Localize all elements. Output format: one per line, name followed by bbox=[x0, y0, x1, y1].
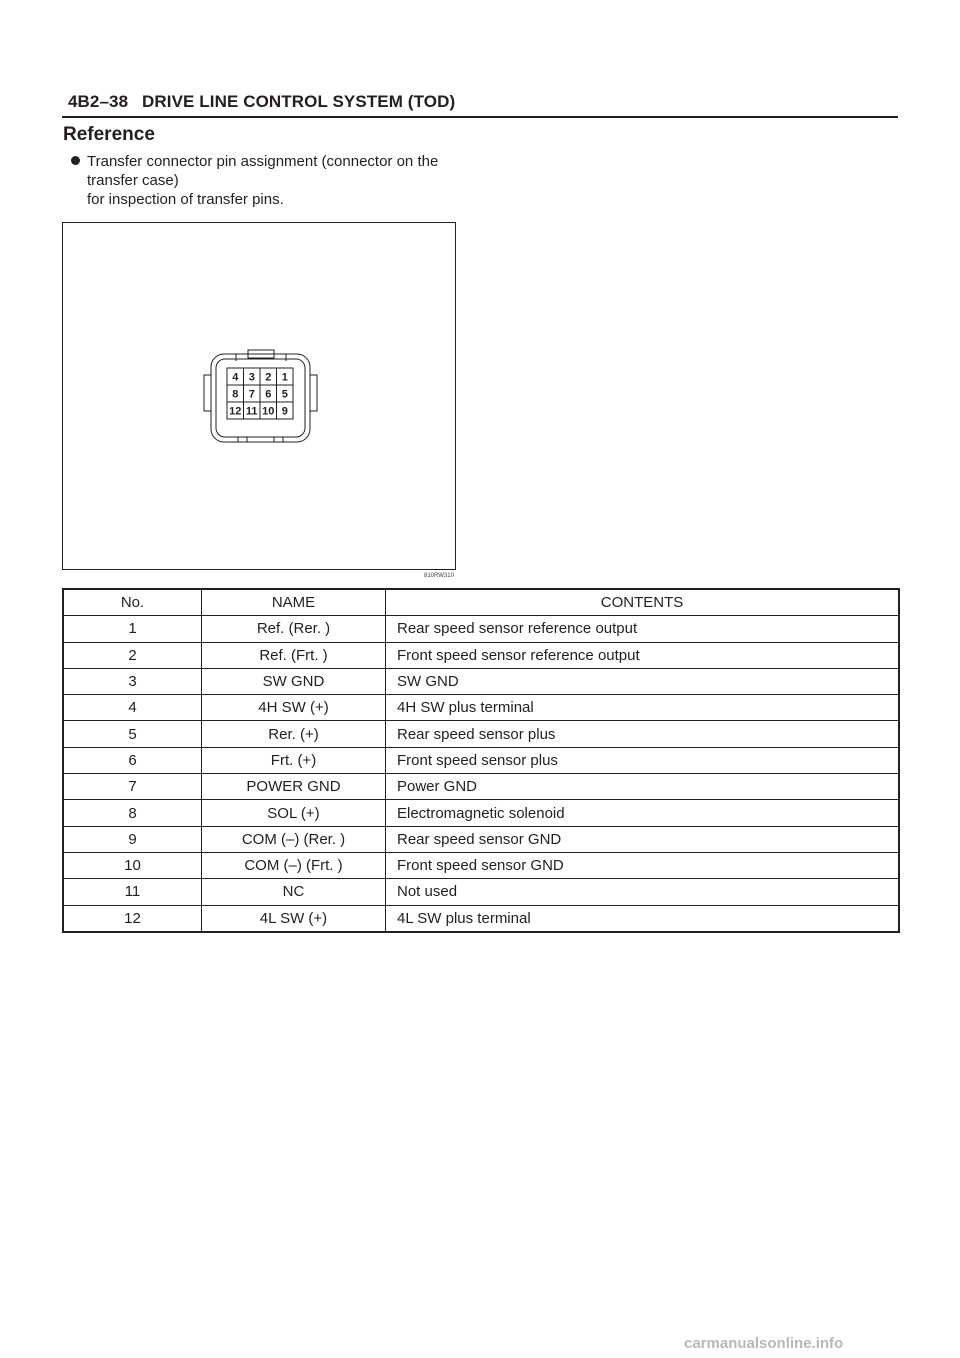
table-row bbox=[63, 852, 899, 878]
cell-name: Ref. (Rer. ) bbox=[202, 616, 386, 642]
header-name: NAME bbox=[202, 589, 386, 616]
section-code: 4B2–38 bbox=[68, 92, 129, 111]
cell-no: 6 bbox=[63, 747, 202, 773]
cell-name: Frt. (+) bbox=[202, 747, 386, 773]
connector-figure bbox=[62, 222, 456, 570]
cell-name: Ref. (Frt. ) bbox=[202, 642, 386, 668]
cell-name: SW GND bbox=[202, 668, 386, 694]
table-header-row bbox=[63, 589, 899, 616]
header-divider bbox=[62, 116, 898, 118]
cell-no: 10 bbox=[63, 852, 202, 878]
cell-contents: Rear speed sensor GND bbox=[386, 826, 900, 852]
header-no: No. bbox=[63, 589, 202, 616]
table-row bbox=[63, 774, 899, 800]
cell-no: 7 bbox=[63, 774, 202, 800]
cell-no: 11 bbox=[63, 879, 202, 905]
figure-id: 810RW310 bbox=[424, 573, 454, 579]
bullet-line: Transfer connector pin assignment (connector on the bbox=[87, 153, 439, 170]
pin-label: 2 bbox=[265, 371, 272, 384]
reference-heading: Reference bbox=[63, 124, 155, 145]
cell-name: 4H SW (+) bbox=[202, 695, 386, 721]
table-row bbox=[63, 800, 899, 826]
pin-label: 6 bbox=[265, 388, 272, 401]
cell-contents: Electromagnetic solenoid bbox=[386, 800, 900, 826]
table-row bbox=[63, 905, 899, 932]
cell-name: 4L SW (+) bbox=[202, 905, 386, 932]
pin-label: 12 bbox=[229, 405, 242, 418]
cell-name: SOL (+) bbox=[202, 800, 386, 826]
cell-contents: Front speed sensor plus bbox=[386, 747, 900, 773]
bullet-dot-icon bbox=[71, 156, 80, 165]
cell-name: NC bbox=[202, 879, 386, 905]
cell-contents: Rear speed sensor plus bbox=[386, 721, 900, 747]
cell-contents: SW GND bbox=[386, 668, 900, 694]
pin-label: 7 bbox=[248, 388, 255, 401]
cell-no: 12 bbox=[63, 905, 202, 932]
table-row bbox=[63, 826, 899, 852]
pin-label: 11 bbox=[245, 405, 258, 418]
cell-no: 2 bbox=[63, 642, 202, 668]
bullet-line: for inspection of transfer pins. bbox=[87, 191, 284, 208]
table-row bbox=[63, 668, 899, 694]
pin-label: 5 bbox=[281, 388, 288, 401]
cell-no: 3 bbox=[63, 668, 202, 694]
cell-contents: Rear speed sensor reference output bbox=[386, 616, 900, 642]
pin-label: 9 bbox=[281, 405, 288, 418]
cell-no: 9 bbox=[63, 826, 202, 852]
cell-contents: Power GND bbox=[386, 774, 900, 800]
connector-diagram-icon bbox=[63, 223, 457, 571]
connector-notch bbox=[274, 437, 283, 442]
pin-label: 1 bbox=[281, 371, 288, 384]
watermark: carmanualsonline.info bbox=[684, 1335, 844, 1352]
cell-contents: 4L SW plus terminal bbox=[386, 905, 900, 932]
table-row bbox=[63, 642, 899, 668]
cell-no: 5 bbox=[63, 721, 202, 747]
connector-tab-left bbox=[204, 375, 211, 411]
table-row bbox=[63, 695, 899, 721]
cell-no: 8 bbox=[63, 800, 202, 826]
bullet-line: transfer case) bbox=[87, 172, 179, 189]
cell-name: POWER GND bbox=[202, 774, 386, 800]
cell-no: 4 bbox=[63, 695, 202, 721]
cell-name: COM (–) (Frt. ) bbox=[202, 852, 386, 878]
page-header bbox=[68, 92, 898, 112]
cell-no: 1 bbox=[63, 616, 202, 642]
table-row bbox=[63, 721, 899, 747]
table-row bbox=[63, 747, 899, 773]
pin-label: 3 bbox=[248, 371, 255, 384]
table-row bbox=[63, 879, 899, 905]
cell-contents: Not used bbox=[386, 879, 900, 905]
cell-name: Rer. (+) bbox=[202, 721, 386, 747]
section-title: DRIVE LINE CONTROL SYSTEM (TOD) bbox=[142, 92, 456, 111]
cell-contents: Front speed sensor GND bbox=[386, 852, 900, 878]
table-row bbox=[63, 616, 899, 642]
pin-label: 10 bbox=[262, 405, 275, 418]
pin-assignment-table bbox=[62, 588, 900, 933]
cell-contents: Front speed sensor reference output bbox=[386, 642, 900, 668]
header-contents: CONTENTS bbox=[386, 589, 900, 616]
cell-contents: 4H SW plus terminal bbox=[386, 695, 900, 721]
connector-notch bbox=[238, 437, 247, 442]
connector-tab-right bbox=[310, 375, 317, 411]
pin-label: 4 bbox=[232, 371, 239, 384]
cell-name: COM (–) (Rer. ) bbox=[202, 826, 386, 852]
pin-label: 8 bbox=[232, 388, 239, 401]
reference-bullet bbox=[62, 152, 482, 209]
